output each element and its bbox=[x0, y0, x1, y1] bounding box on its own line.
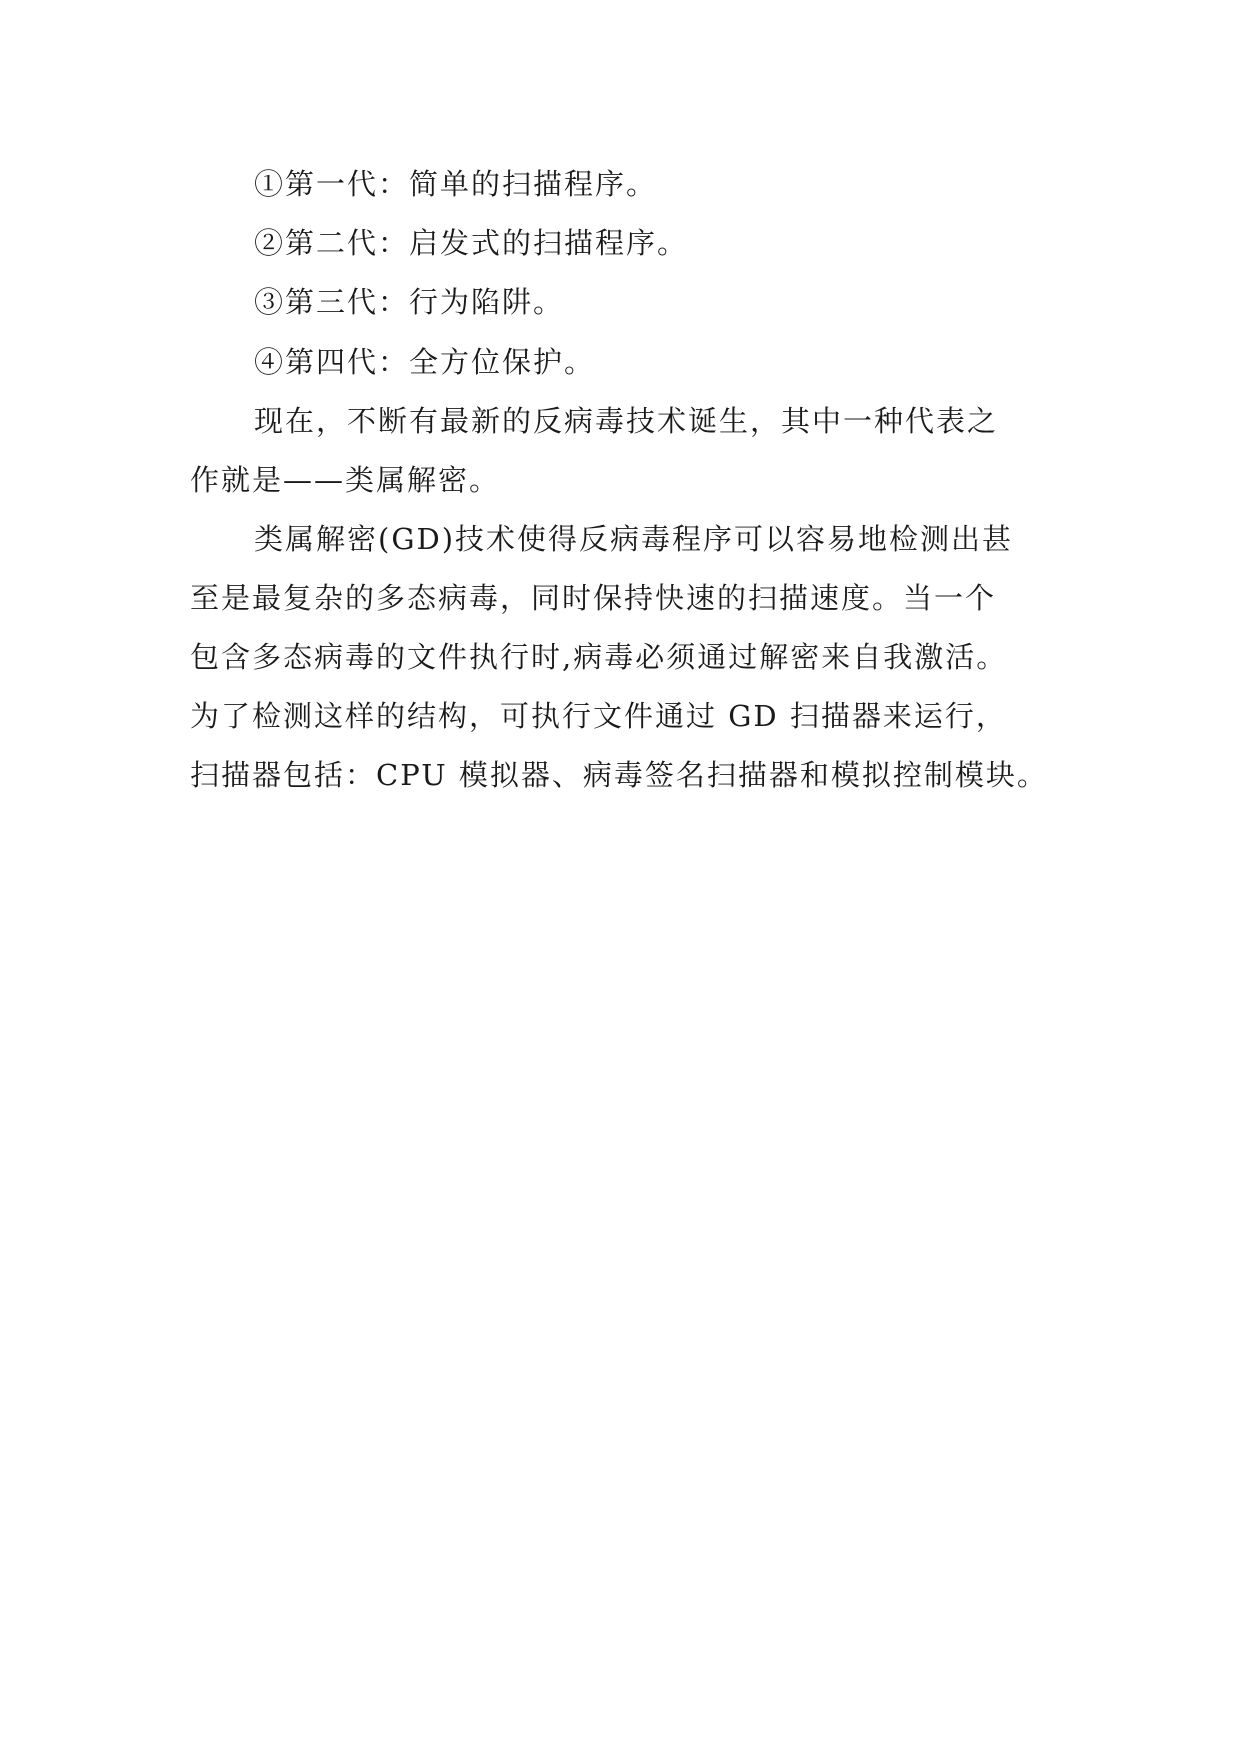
list-item-generation-4: ④第四代：全方位保护。 bbox=[254, 345, 596, 379]
paragraph-2-line-5: 扫描器包括：CPU 模拟器、病毒签名扫描器和模拟控制模块。 bbox=[190, 758, 1048, 792]
paragraph-2-line-4: 为了检测这样的结构，可执行文件通过 GD 扫描器来运行， bbox=[190, 699, 1007, 733]
list-item-generation-3: ③第三代：行为陷阱。 bbox=[254, 285, 565, 319]
list-item-generation-2: ②第二代：启发式的扫描程序。 bbox=[254, 226, 689, 260]
paragraph-1-line-2: 作就是——类属解密。 bbox=[190, 463, 501, 497]
paragraph-2-line-2: 至是最复杂的多态病毒，同时保持快速的扫描速度。当一个 bbox=[190, 581, 997, 615]
list-item-generation-1: ①第一代：简单的扫描程序。 bbox=[254, 167, 658, 201]
paragraph-1-line-1: 现在，不断有最新的反病毒技术诞生，其中一种代表之 bbox=[254, 404, 999, 438]
paragraph-2-line-3: 包含多态病毒的文件执行时,病毒必须通过解密来自我激活。 bbox=[190, 640, 1008, 674]
paragraph-2-line-1: 类属解密(GD)技术使得反病毒程序可以容易地检测出甚 bbox=[254, 522, 1014, 556]
